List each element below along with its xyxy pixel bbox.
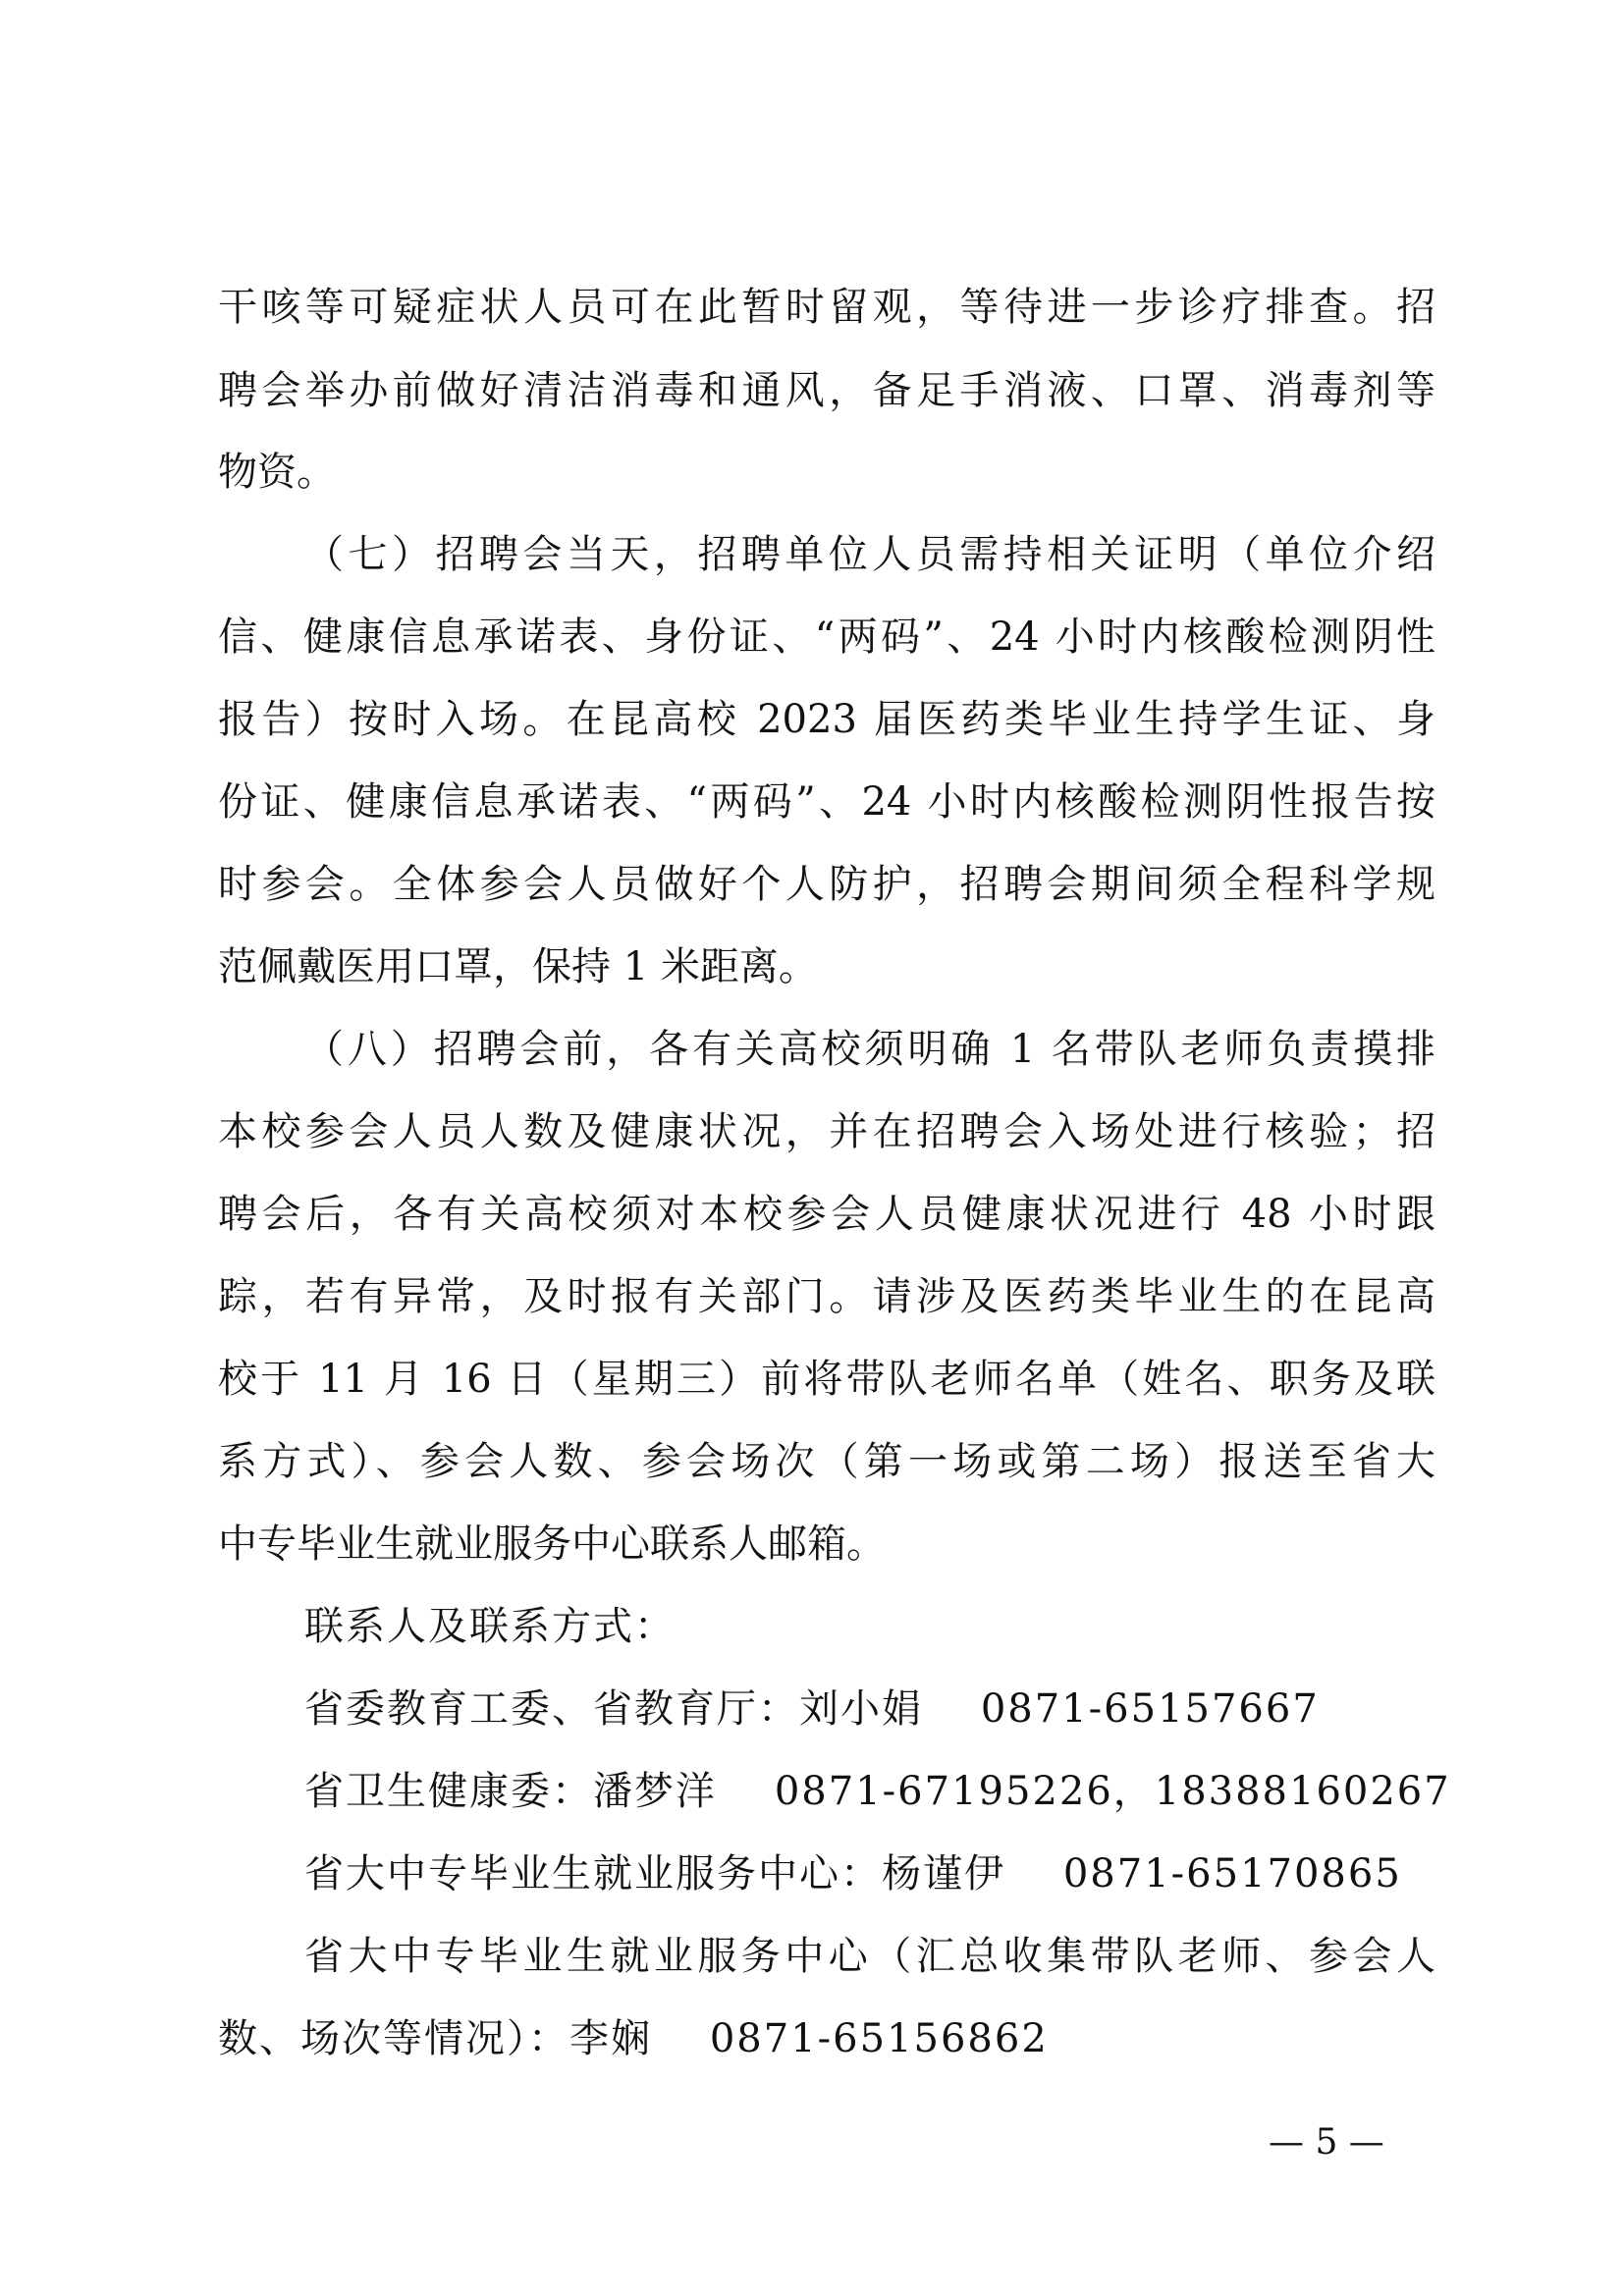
contact-line: 数、场次等情况）：李娴 0871-65156862 [218,2016,1049,2061]
contact-line: 省委教育工委、省教育厅：刘小娟 0871-65157667 [304,1686,1320,1732]
paragraph-line: 聘会后，各有关高校须对本校参会人员健康状况进行 48 小时跟 [218,1192,1435,1237]
paragraph-line: 时参会。全体参会人员做好个人防护，招聘会期间须全程科学规 [218,862,1435,907]
paragraph-line: 物资。 [218,450,336,495]
paragraph-line: 干咳等可疑症状人员可在此暂时留观，等待进一步诊疗排查。招 [218,285,1435,330]
contact-line: 省大中专毕业生就业服务中心（汇总收集带队老师、参会人 [304,1934,1435,1979]
contact-heading: 联系人及联系方式： [304,1604,676,1649]
paragraph-line: 报告）按时入场。在昆高校 2023 届医药类毕业生持学生证、身 [218,697,1435,742]
paragraph-line: 踪，若有异常，及时报有关部门。请涉及医药类毕业生的在昆高 [218,1274,1435,1319]
paragraph-line: 份证、健康信息承诺表、“两码”、24 小时内核酸检测阴性报告按 [218,779,1435,825]
paragraph-line: 本校参会人员人数及健康状况，并在招聘会入场处进行核验；招 [218,1109,1435,1154]
paragraph-line: 聘会举办前做好清洁消毒和通风，备足手消液、口罩、消毒剂等 [218,368,1435,413]
paragraph-line: 范佩戴医用口罩，保持 1 米距离。 [218,944,818,989]
paragraph-line: （八）招聘会前，各有关高校须明确 1 名带队老师负责摸排 [304,1027,1435,1072]
paragraph-line: 信、健康信息承诺表、身份证、“两码”、24 小时内核酸检测阴性 [218,614,1435,660]
paragraph-line: 系方式）、参会人数、参会场次（第一场或第二场）报送至省大 [218,1439,1435,1484]
contact-line: 省大中专毕业生就业服务中心：杨谨伊 0871-65170865 [304,1851,1402,1896]
page-number: — 5 — [1269,2122,1384,2163]
paragraph-line: 中专毕业生就业服务中心联系人邮箱。 [218,1522,886,1567]
paragraph-line: 校于 11 月 16 日（星期三）前将带队老师名单（姓名、职务及联 [218,1357,1435,1402]
contact-line: 省卫生健康委：潘梦洋 0871-67195226，18388160267 [304,1769,1451,1814]
paragraph-line: （七）招聘会当天，招聘单位人员需持相关证明（单位介绍 [304,532,1435,577]
